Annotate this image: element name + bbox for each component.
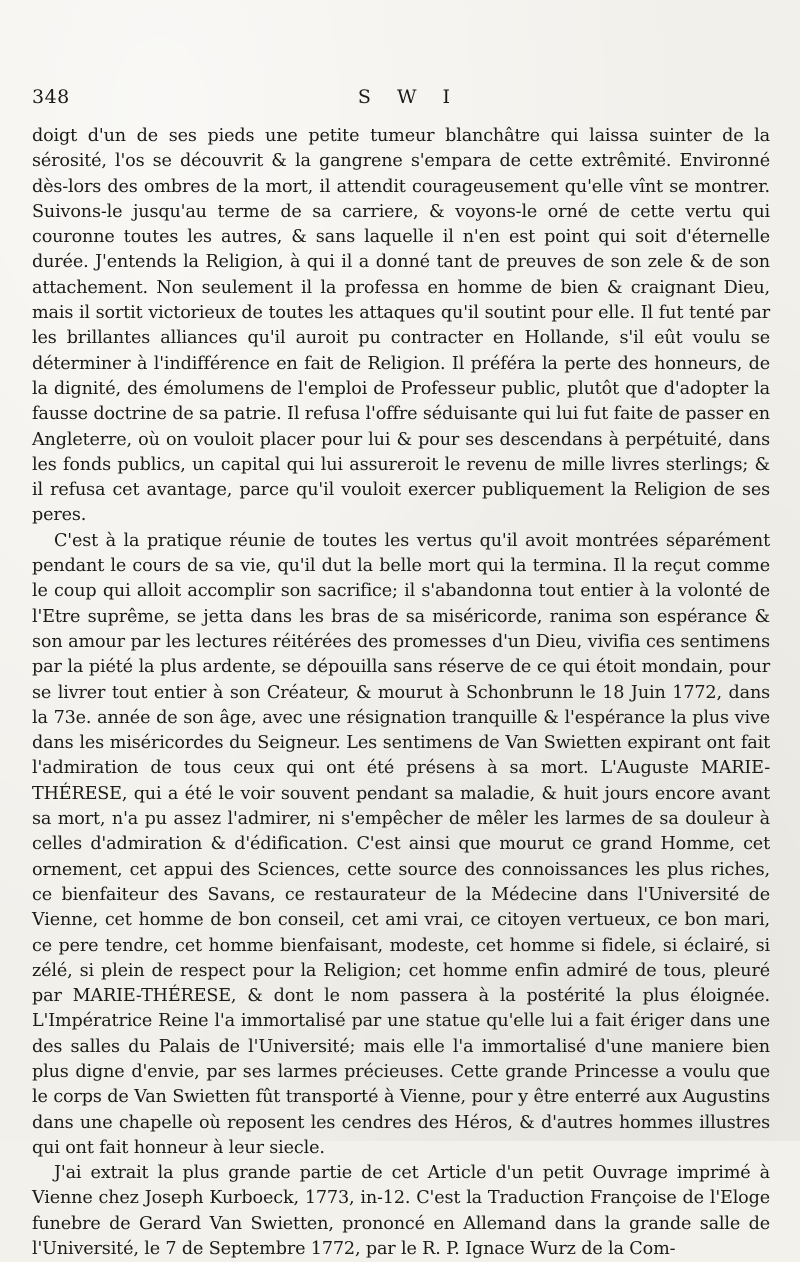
paragraph-continuation: doigt d'un de ses pieds une petite tumeur blanchâtre qui laissa suinter de la sérosité, l'os se découvrit & la gangrene s'empara de cette extrêmité. Environné dès-lors des ombres de la mort, il attendit courageusement qu'elle vînt se montrer. Suivons-le jusqu'au terme de sa carriere, & voyons-le orné de cette vertu qui couronne toutes les autres, & sans laquelle il n'en est point qui soit d'éternelle durée. J'entends la Religion, à qui il a donné tant de preuves de son zele & de son attachement. Non seulement il la professa en homme de bien & craignant Dieu, mais il sortit victorieux de toutes les attaques qu'il soutint pour elle. Il fut tenté par les brillantes alliances qu'il auroit pu contracter en Hollande, s'il eût voulu se déterminer à l'indifférence en fait de Religion. Il préféra la perte des honneurs, de la dignité, des émolumens de l'emploi de Professeur public, plutôt que d'adopter la fausse doctrine de sa patrie. Il refusa l'offre séduisante qui lui fut faite de passer en Angleterre, où on vouloit placer pour lui & pour ses descendans à perpétuité, dans les fonds publics, un capital qui lui assureroit le revenu de mille livres sterlings; & il refusa cet avantage, parce qu'il vouloit exercer publiquement la Religion de ses peres. [32,126,770,526]
page-header [32,86,770,116]
paragraph-death: C'est à la pratique réunie de toutes les vertus qu'il avoit montrées séparément pendant le cours de sa vie, qu'il dut la belle mort qui la termina. Il la reçut comme le coup qui alloit accomplir son sacrifice; il s'abandonna tout entier à la volonté de l'Etre suprême, se jetta dans les bras de sa miséricorde, ranima son espérance & son amour par les lectures réitérées des promesses d'un Dieu, vivifia ces sentimens par la piété la plus ardente, se dépouilla sans réserve de ce qui étoit mondain, pour se livrer tout entier à son Créateur, & mourut à Schonbrunn le 18 Juin 1772, dans la 73e. année de son âge, avec une résignation tranquille & l'espérance la plus vive dans les miséricordes du Seigneur. Les sentimens de Van Swietten expirant ont fait l'admiration de tous ceux qui ont été présens à sa mort. L'Auguste MARIE-THÉRESE, qui a été le voir souvent pendant sa maladie, & huit jours encore avant sa mort, n'a pu assez l'admirer, ni s'empêcher de mêler les larmes de sa douleur à celles d'admiration & d'édification. C'est ainsi que mourut ce grand Homme, cet ornement, cet appui des Sciences, cette source des connoissances les plus riches, ce bienfaiteur des Savans, ce restaurateur de la Médecine dans l'Université de Vienne, cet homme de bon conseil, cet ami vrai, ce citoyen vertueux, ce bon mari, ce pere tendre, cet homme bienfaisant, modeste, cet homme si fidele, si éclairé, si zélé, si plein de respect pour la Religion; cet homme enfin admiré de tous, pleuré par MARIE-THÉRESE, & dont le nom passera à la postérité la plus éloignée. L'Impératrice Reine l'a immortalisé par une statue qu'elle lui a fait ériger dans une des salles du Palais de l'Université; mais elle l'a immortalisé d'une maniere bien plus digne d'envie, par ses larmes précieuses. Cette grande Princesse a voulu que le corps de Van Swietten fût transporté à Vienne, pour y être enterré aux Augustins dans une chapelle où reposent les cendres des Héros, & d'autres hommes illustres qui ont fait honneur à leur siecle. [32,530,770,1158]
paragraph-source-note: J'ai extrait la plus grande partie de cet Article d'un petit Ouvrage imprimé à Vienne chez Joseph Kurboeck, 1773, in-12. C'est la Traduction Françoise de l'Eloge funebre de Gerard Van Swietten, prononcé en Allemand dans la grande salle de l'Université, le 7 de Septembre 1772, par le R. P. Ignace Wurz de la Com- [32,1163,770,1260]
running-head: S W I [357,86,461,108]
body-text [32,124,770,1262]
page-number: 348 [32,86,70,108]
